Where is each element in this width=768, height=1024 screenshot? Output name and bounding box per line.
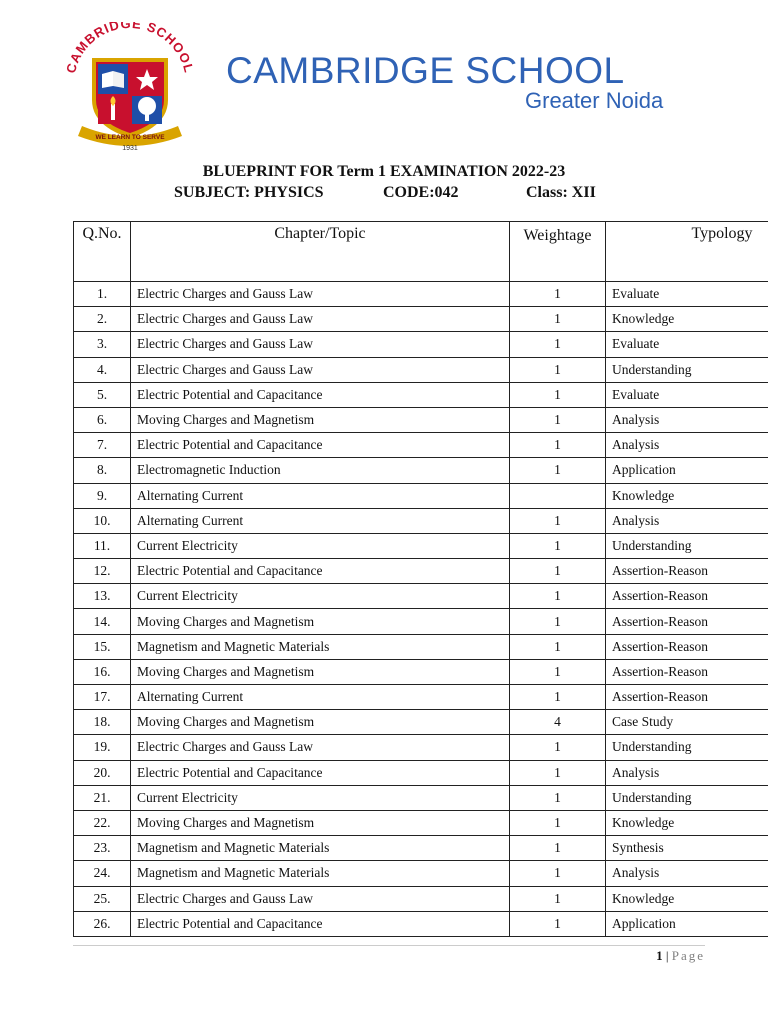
row-weightage: 1 bbox=[510, 810, 606, 835]
row-topic: Electromagnetic Induction bbox=[131, 458, 510, 483]
row-weightage: 1 bbox=[510, 785, 606, 810]
row-qno: 1. bbox=[74, 282, 131, 307]
row-typology: Knowledge bbox=[606, 307, 768, 332]
table-row bbox=[74, 609, 768, 634]
class-label: Class: XII bbox=[526, 184, 596, 201]
row-weightage: 1 bbox=[510, 584, 606, 609]
table-row bbox=[74, 634, 768, 659]
row-qno: 16. bbox=[74, 659, 131, 684]
row-topic: Magnetism and Magnetic Materials bbox=[131, 836, 510, 861]
row-qno: 8. bbox=[74, 458, 131, 483]
row-typology: Assertion-Reason bbox=[606, 584, 768, 609]
table-body bbox=[74, 282, 768, 937]
table-row bbox=[74, 810, 768, 835]
row-weightage: 1 bbox=[510, 911, 606, 936]
row-qno: 7. bbox=[74, 433, 131, 458]
row-qno: 26. bbox=[74, 911, 131, 936]
row-topic: Electric Charges and Gauss Law bbox=[131, 886, 510, 911]
row-weightage: 1 bbox=[510, 609, 606, 634]
row-qno: 20. bbox=[74, 760, 131, 785]
crest-icon bbox=[62, 22, 198, 152]
row-qno: 14. bbox=[74, 609, 131, 634]
row-topic: Current Electricity bbox=[131, 785, 510, 810]
row-weightage bbox=[510, 483, 606, 508]
row-typology: Evaluate bbox=[606, 332, 768, 357]
row-weightage: 1 bbox=[510, 685, 606, 710]
row-qno: 3. bbox=[74, 332, 131, 357]
row-topic: Alternating Current bbox=[131, 685, 510, 710]
row-weightage: 1 bbox=[510, 760, 606, 785]
table-row bbox=[74, 710, 768, 735]
row-qno: 22. bbox=[74, 810, 131, 835]
table-row bbox=[74, 659, 768, 684]
table-row bbox=[74, 332, 768, 357]
row-weightage: 1 bbox=[510, 634, 606, 659]
row-topic: Electric Potential and Capacitance bbox=[131, 433, 510, 458]
row-typology: Understanding bbox=[606, 533, 768, 558]
row-qno: 24. bbox=[74, 861, 131, 886]
table-row bbox=[74, 458, 768, 483]
table-row bbox=[74, 433, 768, 458]
row-topic: Electric Potential and Capacitance bbox=[131, 559, 510, 584]
row-topic: Electric Potential and Capacitance bbox=[131, 382, 510, 407]
row-qno: 4. bbox=[74, 357, 131, 382]
document-title: BLUEPRINT FOR Term 1 EXAMINATION 2022-23 bbox=[202, 163, 566, 180]
row-qno: 5. bbox=[74, 382, 131, 407]
row-typology: Analysis bbox=[606, 508, 768, 533]
row-qno: 12. bbox=[74, 559, 131, 584]
row-topic: Electric Charges and Gauss Law bbox=[131, 332, 510, 357]
table-row bbox=[74, 685, 768, 710]
row-weightage: 1 bbox=[510, 886, 606, 911]
row-qno: 23. bbox=[74, 836, 131, 861]
row-typology: Understanding bbox=[606, 735, 768, 760]
row-topic: Alternating Current bbox=[131, 483, 510, 508]
table-row bbox=[74, 357, 768, 382]
row-typology: Knowledge bbox=[606, 483, 768, 508]
row-qno: 15. bbox=[74, 634, 131, 659]
code-label: CODE:042 bbox=[383, 184, 459, 201]
column-header-topic: Chapter/Topic bbox=[131, 222, 510, 282]
row-topic: Magnetism and Magnetic Materials bbox=[131, 861, 510, 886]
row-qno: 19. bbox=[74, 735, 131, 760]
table-row bbox=[74, 559, 768, 584]
table-row bbox=[74, 533, 768, 558]
row-topic: Current Electricity bbox=[131, 533, 510, 558]
row-topic: Moving Charges and Magnetism bbox=[131, 407, 510, 432]
table-row bbox=[74, 282, 768, 307]
page-number: 1 bbox=[656, 948, 663, 963]
row-qno: 9. bbox=[74, 483, 131, 508]
row-topic: Electric Potential and Capacitance bbox=[131, 760, 510, 785]
school-logo bbox=[62, 22, 198, 152]
table-row bbox=[74, 307, 768, 332]
row-qno: 17. bbox=[74, 685, 131, 710]
row-typology: Evaluate bbox=[606, 282, 768, 307]
row-weightage: 1 bbox=[510, 407, 606, 432]
row-qno: 25. bbox=[74, 886, 131, 911]
row-qno: 13. bbox=[74, 584, 131, 609]
row-topic: Moving Charges and Magnetism bbox=[131, 810, 510, 835]
page-separator: | bbox=[665, 948, 669, 963]
row-weightage: 1 bbox=[510, 382, 606, 407]
row-typology: Assertion-Reason bbox=[606, 685, 768, 710]
row-topic: Moving Charges and Magnetism bbox=[131, 710, 510, 735]
row-qno: 18. bbox=[74, 710, 131, 735]
row-typology: Understanding bbox=[606, 785, 768, 810]
table-row bbox=[74, 911, 768, 936]
row-weightage: 1 bbox=[510, 559, 606, 584]
row-weightage: 1 bbox=[510, 735, 606, 760]
row-weightage: 1 bbox=[510, 282, 606, 307]
row-topic: Electric Charges and Gauss Law bbox=[131, 307, 510, 332]
row-typology: Analysis bbox=[606, 861, 768, 886]
row-typology: Understanding bbox=[606, 357, 768, 382]
row-weightage: 1 bbox=[510, 433, 606, 458]
table-row bbox=[74, 785, 768, 810]
table-row bbox=[74, 407, 768, 432]
table-header-row bbox=[74, 222, 768, 282]
row-weightage: 1 bbox=[510, 357, 606, 382]
row-typology: Case Study bbox=[606, 710, 768, 735]
row-typology: Analysis bbox=[606, 407, 768, 432]
row-topic: Current Electricity bbox=[131, 584, 510, 609]
row-weightage: 1 bbox=[510, 659, 606, 684]
row-qno: 11. bbox=[74, 533, 131, 558]
row-typology: Application bbox=[606, 458, 768, 483]
table-row bbox=[74, 508, 768, 533]
column-header-qno: Q.No. bbox=[74, 222, 131, 282]
table-row bbox=[74, 861, 768, 886]
row-typology: Knowledge bbox=[606, 886, 768, 911]
row-topic: Magnetism and Magnetic Materials bbox=[131, 634, 510, 659]
table-row bbox=[74, 584, 768, 609]
row-qno: 10. bbox=[74, 508, 131, 533]
school-name: CAMBRIDGE SCHOOL bbox=[226, 50, 625, 91]
row-weightage: 1 bbox=[510, 836, 606, 861]
column-header-weightage: Weightage bbox=[510, 222, 606, 282]
row-qno: 2. bbox=[74, 307, 131, 332]
logo-arc-text: CAMBRIDGE SCHOOL bbox=[63, 22, 197, 75]
row-typology: Application bbox=[606, 911, 768, 936]
page-footer bbox=[656, 948, 705, 964]
row-typology: Assertion-Reason bbox=[606, 659, 768, 684]
row-weightage: 1 bbox=[510, 332, 606, 357]
row-typology: Assertion-Reason bbox=[606, 559, 768, 584]
row-typology: Knowledge bbox=[606, 810, 768, 835]
row-topic: Electric Charges and Gauss Law bbox=[131, 735, 510, 760]
row-weightage: 1 bbox=[510, 533, 606, 558]
row-weightage: 1 bbox=[510, 861, 606, 886]
row-typology: Assertion-Reason bbox=[606, 634, 768, 659]
row-topic: Moving Charges and Magnetism bbox=[131, 609, 510, 634]
table-row bbox=[74, 382, 768, 407]
row-topic: Electric Potential and Capacitance bbox=[131, 911, 510, 936]
table-row bbox=[74, 735, 768, 760]
row-topic: Moving Charges and Magnetism bbox=[131, 659, 510, 684]
subject-label: SUBJECT: PHYSICS bbox=[174, 184, 324, 201]
school-location: Greater Noida bbox=[525, 88, 664, 113]
row-topic: Electric Charges and Gauss Law bbox=[131, 357, 510, 382]
footer-divider bbox=[73, 945, 705, 946]
row-weightage: 1 bbox=[510, 458, 606, 483]
row-typology: Synthesis bbox=[606, 836, 768, 861]
row-typology: Evaluate bbox=[606, 382, 768, 407]
row-topic: Alternating Current bbox=[131, 508, 510, 533]
logo-year: 1931 bbox=[122, 145, 138, 152]
row-topic: Electric Charges and Gauss Law bbox=[131, 282, 510, 307]
table-row bbox=[74, 836, 768, 861]
row-typology: Analysis bbox=[606, 760, 768, 785]
row-weightage: 4 bbox=[510, 710, 606, 735]
table-row bbox=[74, 886, 768, 911]
logo-ribbon-text: WE LEARN TO SERVE bbox=[95, 134, 165, 141]
blueprint-table bbox=[73, 221, 768, 937]
row-typology: Assertion-Reason bbox=[606, 609, 768, 634]
row-weightage: 1 bbox=[510, 508, 606, 533]
row-typology: Analysis bbox=[606, 433, 768, 458]
row-qno: 6. bbox=[74, 407, 131, 432]
table-row bbox=[74, 483, 768, 508]
page-word: Page bbox=[671, 948, 705, 963]
row-qno: 21. bbox=[74, 785, 131, 810]
table-row bbox=[74, 760, 768, 785]
column-header-typology: Typology bbox=[606, 222, 768, 282]
row-weightage: 1 bbox=[510, 307, 606, 332]
